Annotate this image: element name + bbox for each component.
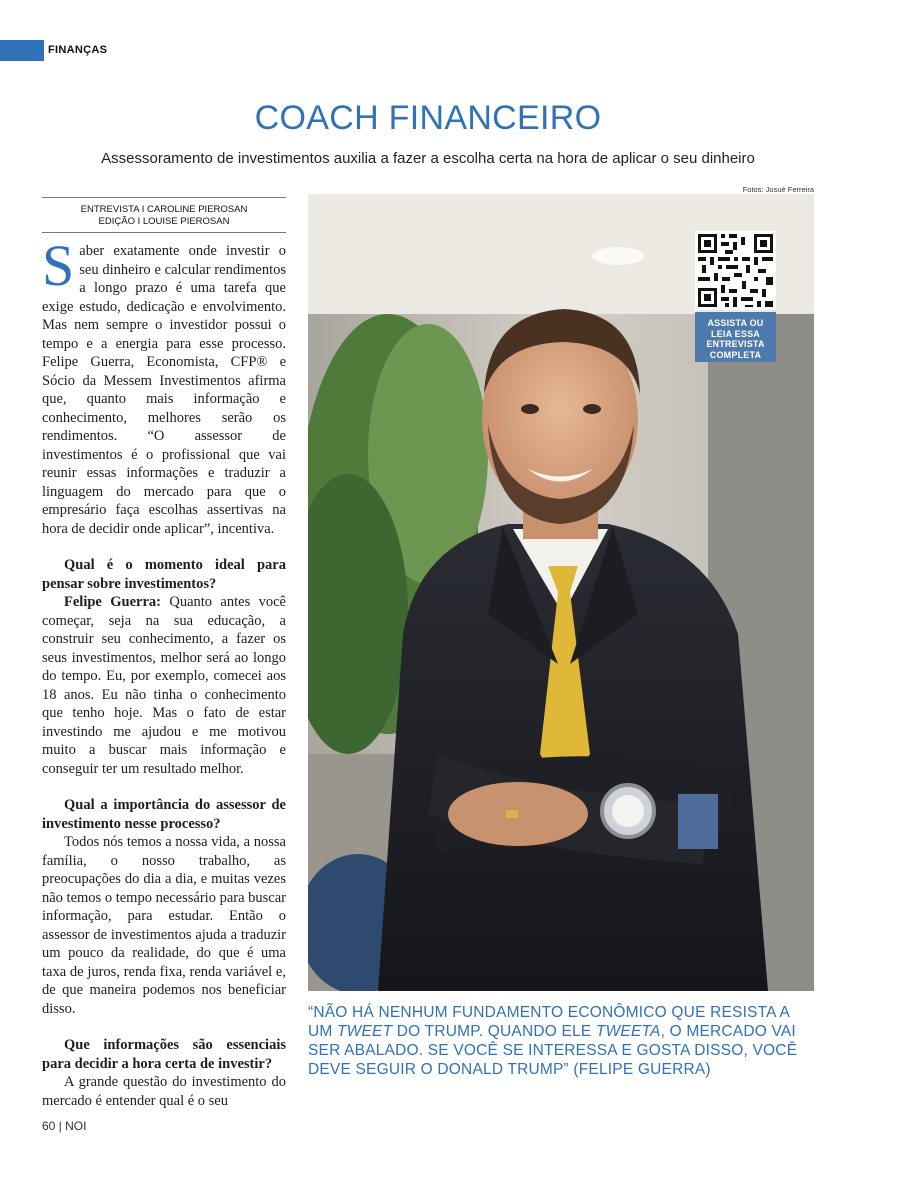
byline-edition: EDIÇÃO I LOUISE PIEROSAN: [98, 216, 230, 227]
byline-block: [42, 197, 286, 233]
photo-credit: Fotos: Josué Ferreira: [742, 185, 814, 194]
question-2: Qual a importância do assessor de investimento nesse processo?: [42, 797, 286, 832]
answer-3: A grande questão do investimento do mercado é entender qual é o seu: [42, 1074, 286, 1109]
section-color-bar: [0, 40, 44, 61]
pull-quote-part-3: , O MERCADO VAI SER ABALADO. SE VOCÊ SE INTERESSA E GOSTA DISSO, VOCÊ DEVE SEGUIR O DONALD TRUMP” (FELIPE GUERRA): [308, 1023, 798, 1078]
qr-code[interactable]: [695, 231, 776, 310]
article-title: COACH FINANCEIRO: [254, 99, 602, 137]
page-folio: 60 | NOI: [42, 1119, 87, 1133]
pull-quote-part-2: DO TRUMP. QUANDO ELE: [392, 1023, 596, 1040]
question-3: Que informações são essenciais para decidir a hora certa de investir?: [42, 1037, 286, 1072]
pull-quote-emphasis-2: TWEETA: [595, 1023, 661, 1040]
question-1: Qual é o momento ideal para pensar sobre investimentos?: [42, 557, 286, 592]
section-label: FINANÇAS: [48, 44, 108, 56]
pull-quote-emphasis-1: TWEET: [337, 1023, 393, 1040]
pull-quote: [308, 1003, 818, 1079]
article-body: [42, 233, 286, 1110]
article-subtitle: Assessoramento de investimentos auxilia a fazer a escolha certa na hora de aplicar o seu dinheiro: [101, 150, 755, 167]
qr-caption[interactable]: [695, 312, 776, 362]
byline-interview: ENTREVISTA I CAROLINE PIEROSAN: [80, 204, 248, 215]
lead-text: aber exatamente onde investir o seu dinheiro e calcular rendimentos a longo prazo é uma tarefa que exige estudo, dedicação e envolvimento. Mas nem sempre o investidor possui o tempo e a energia para esse processo. Felipe Guerra, Economista, CFP® e Sócio da Messem Investimentos afirma que, quanto mais informação e conhecimento, melhores serão os rendimentos. “O assessor de investimentos é o profissional que vai reunir essas informações e traduzir a linguagem do mercado para que o empresário faça escolhas assertivas na hora de decidir onde aplicar”, incentiva.: [42, 243, 286, 537]
answer-1: [42, 593, 286, 778]
qr-caption-line-1: ASSISTA OU: [707, 318, 764, 328]
qr-caption-line-2: LEIA ESSA: [711, 328, 760, 339]
qr-caption-line-4: COMPLETA: [709, 349, 762, 360]
lead-paragraph: [42, 233, 286, 538]
pull-quote-part-1: “NÃO HÁ NENHUM FUNDAMENTO ECONÔMICO QUE RESISTA A UM: [308, 1004, 790, 1040]
answer-2: Todos nós temos a nossa vida, a nossa família, o nosso trabalho, as preocupações do dia a dia, e muitas vezes não temos o tempo necessário para buscar informação, para estudar. Então o assessor de investimentos ajuda a traduzir um pouco da realidade, do que é uma taxa de juros, renda fixa, renda variável e, de que maneira podemos nos beneficiar disso.: [42, 834, 286, 1017]
qr-code-icon: [695, 231, 776, 310]
answer-1-speaker: Felipe Guerra:: [64, 594, 161, 610]
drop-cap: S: [42, 233, 75, 298]
answer-1-text: Quanto antes você começar, seja na sua educação, a construir seu conhecimento, a fazer os seus investimentos, melhor será ao longo do tempo. Eu, por exemplo, comecei aos 18 anos. Eu não tinha o conhecimento que tenho hoje. Mas o fato de estar investindo me ajudou e me motivou muito a buscar mais informação e conseguir ter um resultado melhor.: [42, 594, 286, 777]
qr-caption-line-3: ENTREVISTA: [706, 339, 765, 349]
